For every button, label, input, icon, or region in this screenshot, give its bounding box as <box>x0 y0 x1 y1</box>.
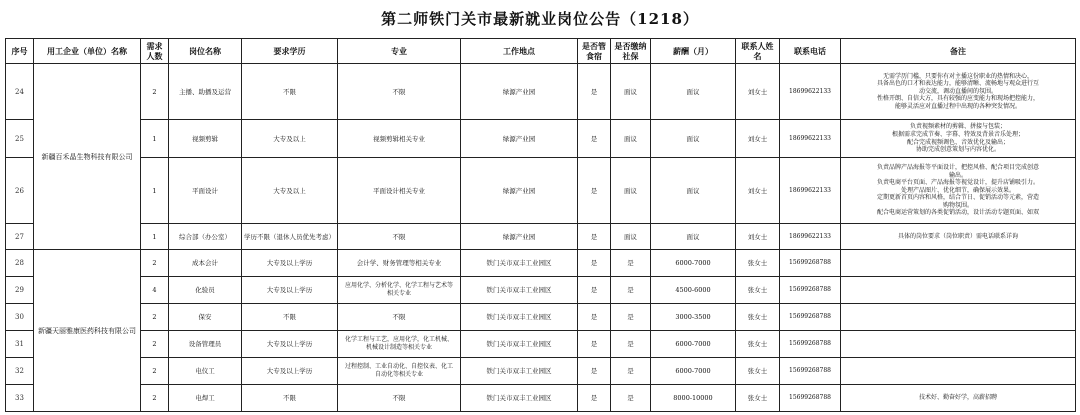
table-row <box>6 331 1076 358</box>
row-seq: 24 <box>6 64 34 120</box>
table-row <box>6 385 1076 412</box>
row-location: 铁门关市双丰工业园区 <box>461 358 578 385</box>
row-position: 电仪工 <box>169 358 242 385</box>
row-notes: 负责品牌产品海报等平面设计，把控风格、配合项目完成创意 输出。 负责电商平台页面、产品海报等视觉设计，提升店铺吸引力。 处理产品图片、优化细节，确保展示效果。 定期更新首页内容和风格，结合节日、促销活动等元素，营造 购物氛围。 配合电商运营策划的各类促销活动，设计活动专题页面、如双 <box>841 158 1076 224</box>
row-position: 保安 <box>169 304 242 331</box>
row-phone: 18699622133 <box>780 224 841 250</box>
row-insurance: 是 <box>611 250 651 277</box>
row-accommodation: 是 <box>578 64 611 120</box>
row-position: 电焊工 <box>169 385 242 412</box>
row-phone: 18699622133 <box>780 120 841 158</box>
row-education: 大专及以上学历 <box>242 250 338 277</box>
row-contact: 刘女士 <box>736 224 780 250</box>
row-contact: 张女士 <box>736 250 780 277</box>
row-accommodation: 是 <box>578 277 611 304</box>
row-count: 2 <box>141 358 169 385</box>
row-seq: 26 <box>6 158 34 224</box>
row-location: 铁门关市双丰工业园区 <box>461 331 578 358</box>
table-row <box>6 358 1076 385</box>
row-notes: 无需学历门槛，只要你有对主播这份职业的热情和决心， 具备出色的口才和表达能力，能够清晰、流畅地与观众进行互 动交流，调动直播间的氛围。 性格开朗、自信大方，具有较强的应变能力和现场把控能力， 能够灵活应对直播过程中出现的各种突发情况。 <box>841 64 1076 120</box>
row-contact: 刘女士 <box>736 158 780 224</box>
row-accommodation: 是 <box>578 331 611 358</box>
row-seq: 33 <box>6 385 34 412</box>
row-education: 大专及以上学历 <box>242 277 338 304</box>
row-salary: 面议 <box>651 224 736 250</box>
row-count: 1 <box>141 120 169 158</box>
job-table <box>5 38 1076 412</box>
row-count: 2 <box>141 385 169 412</box>
row-notes: 负责视频素材的剪辑、拼接与包装； 根据需求完成节奏、字幕、特效及背景音乐处理； 配合完成视频调色、音效优化及输出； 协助完成创意策划与内容优化。 <box>841 120 1076 158</box>
row-position: 综合部（办公室） <box>169 224 242 250</box>
row-notes <box>841 250 1076 277</box>
row-phone: 15699268788 <box>780 250 841 277</box>
row-seq: 32 <box>6 358 34 385</box>
header-position: 岗位名称 <box>169 39 242 64</box>
row-accommodation: 是 <box>578 250 611 277</box>
page-title: 第二师铁门关市最新就业岗位公告（1218） <box>381 10 699 28</box>
row-major: 会计学、财务管理等相关专业 <box>338 250 461 277</box>
row-seq: 27 <box>6 224 34 250</box>
row-salary: 3000-3500 <box>651 304 736 331</box>
row-education: 不限 <box>242 385 338 412</box>
header-major: 专业 <box>338 39 461 64</box>
row-major: 应用化学、分析化学、化学工程与艺术等 相关专业 <box>338 277 461 304</box>
row-salary: 4500-6000 <box>651 277 736 304</box>
table-row <box>6 158 1076 224</box>
row-count: 1 <box>141 224 169 250</box>
row-location: 绿源产业园 <box>461 224 578 250</box>
row-major: 不限 <box>338 385 461 412</box>
row-salary: 6000-7000 <box>651 250 736 277</box>
row-education: 大专及以上 <box>242 120 338 158</box>
row-insurance: 面议 <box>611 224 651 250</box>
header-phone: 联系电话 <box>780 39 841 64</box>
header-notes: 备注 <box>841 39 1076 64</box>
row-phone: 15699268788 <box>780 331 841 358</box>
row-insurance: 是 <box>611 385 651 412</box>
row-insurance: 是 <box>611 304 651 331</box>
row-count: 1 <box>141 158 169 224</box>
company-name-cell: 新疆百禾晶生物科技有限公司 <box>34 64 141 250</box>
row-major: 视频剪辑相关专业 <box>338 120 461 158</box>
row-salary: 6000-7000 <box>651 331 736 358</box>
row-salary: 面议 <box>651 64 736 120</box>
row-notes <box>841 331 1076 358</box>
row-position: 化验员 <box>169 277 242 304</box>
row-salary: 8000-10000 <box>651 385 736 412</box>
row-education: 不限 <box>242 64 338 120</box>
row-education: 大专及以上 <box>242 158 338 224</box>
row-location: 绿源产业园 <box>461 158 578 224</box>
header-company: 用工企业（单位）名称 <box>34 39 141 64</box>
row-accommodation: 是 <box>578 304 611 331</box>
row-count: 2 <box>141 304 169 331</box>
row-phone: 18699622133 <box>780 64 841 120</box>
row-insurance: 面议 <box>611 120 651 158</box>
row-notes <box>841 304 1076 331</box>
row-phone: 18699622133 <box>780 158 841 224</box>
row-education: 不限 <box>242 304 338 331</box>
row-seq: 28 <box>6 250 34 277</box>
row-accommodation: 是 <box>578 385 611 412</box>
row-location: 铁门关市双丰工业园区 <box>461 250 578 277</box>
table-row <box>6 277 1076 304</box>
row-salary: 面议 <box>651 158 736 224</box>
row-accommodation: 是 <box>578 224 611 250</box>
row-location: 铁门关市双丰工业园区 <box>461 304 578 331</box>
table-row <box>6 304 1076 331</box>
row-education: 大专及以上学历 <box>242 358 338 385</box>
header-contact: 联系人姓名 <box>736 39 780 64</box>
row-insurance: 面议 <box>611 158 651 224</box>
row-position: 视频剪辑 <box>169 120 242 158</box>
row-location: 绿源产业园 <box>461 120 578 158</box>
row-phone: 15699268788 <box>780 304 841 331</box>
row-location: 绿源产业园 <box>461 64 578 120</box>
row-contact: 张女士 <box>736 277 780 304</box>
row-insurance: 是 <box>611 277 651 304</box>
row-seq: 29 <box>6 277 34 304</box>
row-major: 过程控制、工业自动化、自控仪表、化工 自动化等相关专业 <box>338 358 461 385</box>
row-phone: 15699268788 <box>780 277 841 304</box>
row-major: 不限 <box>338 304 461 331</box>
row-contact: 张女士 <box>736 331 780 358</box>
row-position: 成本会计 <box>169 250 242 277</box>
row-education: 大专及以上学历 <box>242 331 338 358</box>
table-row <box>6 64 1076 120</box>
header-accommodation: 是否管食宿 <box>578 39 611 64</box>
row-salary: 6000-7000 <box>651 358 736 385</box>
row-insurance: 面议 <box>611 64 651 120</box>
row-position: 主播、助播及运营 <box>169 64 242 120</box>
row-accommodation: 是 <box>578 158 611 224</box>
header-salary: 薪酬（月） <box>651 39 736 64</box>
row-contact: 张女士 <box>736 358 780 385</box>
header-location: 工作地点 <box>461 39 578 64</box>
row-position: 平面设计 <box>169 158 242 224</box>
row-count: 2 <box>141 64 169 120</box>
row-count: 2 <box>141 250 169 277</box>
row-contact: 张女士 <box>736 385 780 412</box>
row-location: 铁门关市双丰工业园区 <box>461 385 578 412</box>
row-phone: 15699268788 <box>780 358 841 385</box>
header-education: 要求学历 <box>242 39 338 64</box>
row-count: 2 <box>141 331 169 358</box>
row-notes <box>841 358 1076 385</box>
row-major: 不限 <box>338 64 461 120</box>
row-education: 学历不限（退休人员优先考虑） <box>242 224 338 250</box>
header-insurance: 是否缴纳社保 <box>611 39 651 64</box>
header-row <box>6 39 1076 64</box>
row-seq: 25 <box>6 120 34 158</box>
row-notes: 技术好、勤奋好学，高薪招聘 <box>841 385 1076 412</box>
row-insurance: 是 <box>611 331 651 358</box>
row-major: 平面设计相关专业 <box>338 158 461 224</box>
table-row <box>6 250 1076 277</box>
row-contact: 刘女士 <box>736 64 780 120</box>
row-contact: 张女士 <box>736 304 780 331</box>
row-count: 4 <box>141 277 169 304</box>
row-notes <box>841 277 1076 304</box>
row-major: 化学工程与工艺，应用化学，化工机械、 机械设计制造等相关专业 <box>338 331 461 358</box>
row-accommodation: 是 <box>578 358 611 385</box>
row-salary: 面议 <box>651 120 736 158</box>
row-phone: 15699268788 <box>780 385 841 412</box>
table-row <box>6 120 1076 158</box>
row-major: 不限 <box>338 224 461 250</box>
table-row <box>6 224 1076 250</box>
row-location: 铁门关市双丰工业园区 <box>461 277 578 304</box>
row-seq: 31 <box>6 331 34 358</box>
row-insurance: 是 <box>611 358 651 385</box>
company-name-cell: 新疆天丽雅康医药科技有限公司 <box>34 250 141 412</box>
header-count: 需求人数 <box>141 39 169 64</box>
header-seq: 序号 <box>6 39 34 64</box>
row-seq: 30 <box>6 304 34 331</box>
row-position: 设备管理员 <box>169 331 242 358</box>
row-accommodation: 是 <box>578 120 611 158</box>
row-contact: 刘女士 <box>736 120 780 158</box>
row-notes: 具体的岗位要求（岗位职责）需电话联系详询 <box>841 224 1076 250</box>
